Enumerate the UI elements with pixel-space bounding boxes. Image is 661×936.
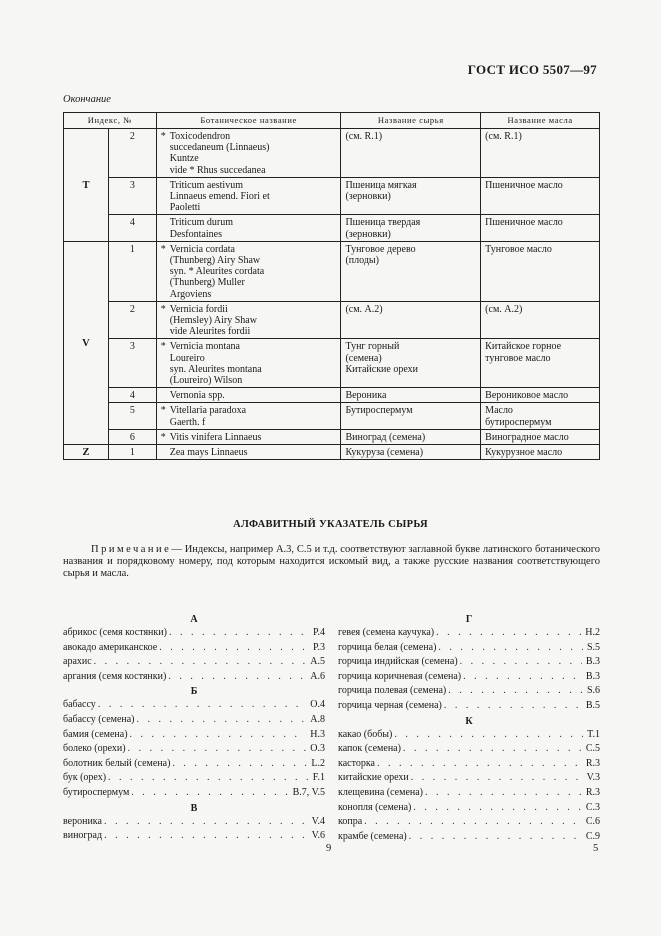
botanical-name-line [161,165,337,176]
index-entry-code: P.3 [313,641,325,653]
raw-material-cell-line: (см. А.2) [345,303,383,315]
oil-name-cell [481,129,600,178]
asterisk-mark: * [160,131,166,142]
raw-material-cell-line: Пшеница мягкая [345,179,417,191]
botanical-name-cell [156,241,341,301]
leader-dots [411,771,583,786]
raw-material-cell [341,388,481,403]
raw-material-cell-line: (см. R.1) [345,131,383,142]
index-entry-name: касторка [338,757,375,769]
botanical-name-text: syn. Aleurites montana [169,363,262,375]
botanical-name-text: Vernicia cordata [169,243,235,255]
botanical-name-text: Vitis vinifera Linnaeus [169,431,262,443]
index-entry-code: R.3 [585,786,600,798]
botanical-name-text: Vernicia montana [169,341,240,353]
index-number-cell: 1 [108,445,156,460]
leader-dots [425,786,582,801]
index-entry [63,698,325,713]
index-section-letter: В [190,802,198,814]
index-entry-name: горчица коричневая (семена) [338,670,462,682]
oil-name-cell-line: тунговое масло [485,352,551,364]
botanical-name-text: Linnaeus emend. Fiori et [169,191,270,203]
raw-material-cell-line: Китайские орехи [345,363,419,375]
index-entry-code: A.8 [310,713,325,725]
index-section-letter: Б [190,686,198,698]
botanical-name-line [161,390,337,401]
raw-material-cell-line: Виноград (семена) [345,431,426,443]
index-entry-code: B.5 [585,699,600,711]
oil-name-cell [481,429,600,444]
leader-dots [104,815,308,830]
index-entry-name: копра [338,816,363,828]
index-entry [63,728,325,743]
index-letter-cell: Z [64,445,109,460]
oil-name-cell [481,241,600,301]
leader-dots [460,655,582,670]
botanical-name-text: Kuntze [169,153,199,165]
index-number-cell: 4 [108,388,156,403]
index-entry [338,684,600,699]
leader-dots [169,626,309,641]
botanical-name-text: Desfontaines [169,228,222,240]
botanical-name-text: (Thunberg) Airy Shaw [169,255,261,267]
botanical-name-text: Vernonia spp. [169,390,225,402]
leader-dots [438,641,583,656]
index-entry-code: A.5 [310,656,325,668]
oil-name-cell [481,445,600,460]
index-number-cell: 2 [108,301,156,339]
index-entry-name: бук (орех) [63,772,107,784]
index-entry-code: S.5 [586,641,600,653]
index-entry [338,670,600,685]
index-entry [338,801,600,816]
index-entry-name: бабассу [63,699,96,711]
raw-material-cell-line: (зерновки) [345,191,391,203]
index-entry-code: C.3 [585,801,600,813]
column-header-botanical: Ботаническое название [156,113,341,129]
oil-name-cell-line: бутироспермум [485,416,552,428]
table-row [64,215,600,241]
raw-material-cell [341,241,481,301]
oil-name-cell [481,388,600,403]
table-row [64,403,600,429]
botanical-name-text: Gaerth. f [169,416,206,428]
botanical-name-text: Toxicodendron [169,131,231,142]
leader-dots [131,786,288,801]
index-entry-name: арахис [63,656,92,668]
botanical-name-text: (Thunberg) Muller [169,277,245,289]
asterisk-mark: * [160,243,166,255]
index-entry [63,786,325,801]
botanical-name-cell [156,388,341,403]
botanical-name-line [161,191,337,202]
leader-dots [172,757,307,772]
oil-name-cell [481,403,600,429]
raw-material-cell [341,339,481,388]
oil-name-cell-line: Верониковое масло [485,390,569,402]
index-letter-cell: T [64,129,109,242]
raw-material-cell-line: (семена) [345,352,382,364]
oil-name-cell-line: Китайское горное [485,341,562,353]
botanical-name-text: succedaneum (Linnaeus) [169,142,270,154]
raw-material-cell-line: Бутироспермум [345,405,413,417]
leader-dots [436,626,581,641]
leader-dots [413,801,581,816]
index-entry-name: крамбе (семена) [338,830,407,842]
index-entry-name: горчица белая (семена) [338,641,437,653]
table-row [64,241,600,301]
leader-dots [444,699,582,714]
table-row [64,339,600,388]
leader-dots [463,670,582,685]
index-entry [338,728,600,743]
index-entry-code: R.3 [585,757,600,769]
page-number-center: 9 [326,843,332,854]
table-row [64,388,600,403]
botanical-name-line [161,326,337,337]
leader-dots [159,641,309,656]
oil-name-cell-line: Пшеничное масло [485,217,563,229]
botanical-name-text: (Loureiro) Wilson [169,375,243,387]
botanical-name-cell [156,301,341,339]
botanical-name-text: Paoletti [169,202,201,214]
index-entry [338,757,600,772]
index-entry-name: болотник белый (семена) [63,757,171,769]
botanical-name-line [161,447,337,458]
table-row [64,445,600,460]
index-entry-name: бамия (семена) [63,728,128,740]
index-entry-code: L.2 [311,757,325,769]
raw-material-cell [341,445,481,460]
note-text: — Индексы, например А.3, С.5 и т.д. соответствуют заглавной букве латинского ботанического названия и порядковому номеру, под которым находится искомый вид, а также русские названия соответствующего сырья и масла. [63,544,600,579]
raw-material-cell-line: Тунг горный [345,341,400,353]
index-entry [63,771,325,786]
index-entry-code: H.3 [310,728,325,740]
botanical-name-line [161,341,337,352]
index-letter-cell: V [64,241,109,444]
table-row [64,301,600,339]
asterisk-mark: * [160,303,166,315]
botanical-name-text: Loureiro [169,352,205,364]
botanical-name-text: Triticum durum [169,217,233,229]
oil-name-cell [481,215,600,241]
leader-dots [137,713,307,728]
index-column-left [63,612,325,844]
index-entry-name: виноград [63,830,103,842]
index-entry-code: C.6 [585,816,600,828]
leader-dots [377,757,582,772]
botanical-name-line [161,375,337,386]
botanical-name-line [161,405,337,416]
index-entry-name: авокадо американское [63,641,158,653]
leader-dots [128,742,307,757]
oil-name-cell [481,301,600,339]
botanical-name-line [161,364,337,375]
botanical-name-text: vide * Rhus succedanea [169,164,266,176]
index-entry-code: B.3 [585,670,600,682]
botanical-name-line [161,153,337,164]
botanical-name-text: vide Aleurites fordii [169,326,251,338]
index-entry-code: O.3 [310,743,325,755]
asterisk-mark: * [160,405,166,417]
leader-dots [108,771,309,786]
index-entry-code: T.1 [587,728,600,740]
botanical-name-cell [156,129,341,178]
oil-name-cell-line: Виноградное масло [485,431,569,443]
index-number-cell: 3 [108,177,156,215]
botanical-name-line [161,180,337,191]
index-entry-name: вероника [63,815,102,827]
index-number-cell: 4 [108,215,156,241]
index-entry-code: C.5 [585,743,600,755]
botanical-name-line [161,315,337,326]
index-entry-code: P.4 [313,627,325,638]
index-note [63,544,600,580]
botanical-name-text: Vitellaria paradoxa [169,405,247,417]
botanical-name-line [161,277,337,288]
leader-dots [409,830,582,845]
index-number-cell: 1 [108,241,156,301]
botanical-name-text: syn. * Aleurites cordata [169,266,265,278]
index-entry-name: китайские орехи [338,772,409,784]
botanical-name-line [161,289,337,300]
index-title: АЛФАВИТНЫЙ УКАЗАТЕЛЬ СЫРЬЯ [233,519,428,530]
raw-material-cell-line: Кукуруза (семена) [345,447,424,459]
botanical-name-line [161,266,337,277]
botanical-name-line [161,353,337,364]
index-entry [63,641,325,656]
leader-dots [98,698,306,713]
botanical-name-text: (Hemsley) Airy Shaw [169,315,257,327]
oil-name-cell-line: Кукурузное масло [485,447,563,459]
index-entry [338,699,600,714]
index-entry [63,815,325,830]
index-entry [338,786,600,801]
index-number-cell: 6 [108,429,156,444]
raw-material-cell-line: (плоды) [345,255,379,267]
standard-header: ГОСТ ИСО 5507—97 [467,62,597,77]
index-entry-name: клещевина (семена) [338,786,424,798]
index-entry [338,626,600,641]
index-entry-code: B.3 [585,656,600,668]
column-header-index: Индекс, № [64,113,157,129]
asterisk-mark: * [160,431,166,443]
index-entry-name: гевея (семена каучука) [338,627,435,638]
index-entry-name: капок (семена) [338,743,401,755]
botanical-name-line [161,244,337,255]
leader-dots [130,728,307,743]
raw-material-cell [341,215,481,241]
index-entry-name: горчица полевая (семена) [338,685,447,697]
index-number-cell: 3 [108,339,156,388]
raw-material-cell-line: Пшеница твердая [345,217,421,229]
botanical-name-line [161,255,337,266]
raw-material-cell [341,301,481,339]
oil-name-cell-line: Масло [485,405,513,417]
botanical-name-text: Triticum aestivum [169,179,243,191]
botanical-name-line [161,229,337,240]
botanical-name-cell [156,445,341,460]
index-entry [63,713,325,728]
index-entry-code: F.1 [312,772,325,784]
raw-material-cell-line: (зерновки) [345,228,391,240]
index-entry [63,655,325,670]
oil-name-cell-line: Пшеничное масло [485,179,563,191]
column-header-oil: Название масла [481,113,600,129]
index-section-letter: К [465,715,473,727]
index-entry-name: абрикос (семя костянки) [63,627,167,638]
index-entry [63,670,325,685]
botanical-name-cell [156,339,341,388]
index-entry-name: горчица индийская (семена) [338,656,458,668]
table-row [64,177,600,215]
index-entry-code: V.4 [311,815,325,827]
oil-name-cell [481,177,600,215]
botanical-name-line [161,217,337,228]
index-entry-code: V.3 [586,772,600,784]
index-entry-code: H.2 [585,627,600,638]
index-section-letter: А [190,614,198,625]
index-entry-code: O.4 [310,699,325,711]
index-section-letter: Г [465,614,473,625]
oil-name-cell [481,339,600,388]
raw-material-cell [341,403,481,429]
note-label: Примечание [91,544,172,555]
table-body [64,129,600,460]
index-column-right [338,612,600,844]
index-entry-name: какао (бобы) [338,728,393,740]
index-entry-name: бабассу (семена) [63,713,135,725]
table-row [64,429,600,444]
oil-name-cell-line: (см. R.1) [485,131,522,142]
index-entry [338,641,600,656]
table-row [64,129,600,178]
index-entry [338,830,600,845]
index-entry-code: S.6 [586,685,600,697]
botanical-name-line [161,131,337,142]
index-entry-name: аргания (семя костянки) [63,670,167,682]
leader-dots [448,684,583,699]
index-entry-code: A.6 [310,670,325,682]
index-number-cell: 2 [108,129,156,178]
botanical-name-line [161,432,337,443]
raw-material-cell-line: Тунговое дерево [345,243,416,255]
index-entry-code: V.6 [311,830,325,842]
page-number-right: 5 [593,843,599,854]
leader-dots [168,670,306,685]
index-entry [338,742,600,757]
index-entry-name: горчица черная (семена) [338,699,442,711]
index-entry-code: C.9 [585,830,600,842]
botanical-name-line [161,304,337,315]
table-header-row [64,113,600,129]
index-entry-name: бутироспермум [63,786,130,798]
index-entry [338,815,600,830]
botanical-name-cell [156,215,341,241]
index-entry [63,742,325,757]
index-entry-code: B.7, V.5 [292,786,325,798]
botanical-name-text: Vernicia fordii [169,303,228,315]
index-entry [338,655,600,670]
botanical-name-cell [156,403,341,429]
botanical-name-line [161,142,337,153]
botanical-name-line [161,417,337,428]
oil-raw-materials-table [63,112,600,460]
leader-dots [364,815,582,830]
oil-name-cell-line: (см. А.2) [485,303,523,315]
raw-material-cell [341,429,481,444]
leader-dots [403,742,582,757]
index-number-cell: 5 [108,403,156,429]
index-entry [338,771,600,786]
oil-name-cell-line: Тунговое масло [485,243,552,255]
raw-material-cell-line: Вероника [345,390,387,402]
table-continuation-label: Окончание [63,94,111,105]
index-entry-name: конопля (семена) [338,801,412,813]
botanical-name-cell [156,177,341,215]
leader-dots [394,728,583,743]
botanical-name-text: Zea mays Linnaeus [169,447,248,459]
column-header-raw-material: Название сырья [341,113,481,129]
leader-dots [94,655,307,670]
raw-material-cell [341,129,481,178]
index-entry [63,757,325,772]
botanical-name-line [161,202,337,213]
asterisk-mark: * [160,341,166,353]
botanical-name-text: Argoviens [169,288,212,300]
index-entry [63,829,325,844]
leader-dots [104,829,308,844]
index-entry [63,626,325,641]
botanical-name-cell [156,429,341,444]
index-entry-name: болеко (орехи) [63,743,126,755]
raw-material-cell [341,177,481,215]
